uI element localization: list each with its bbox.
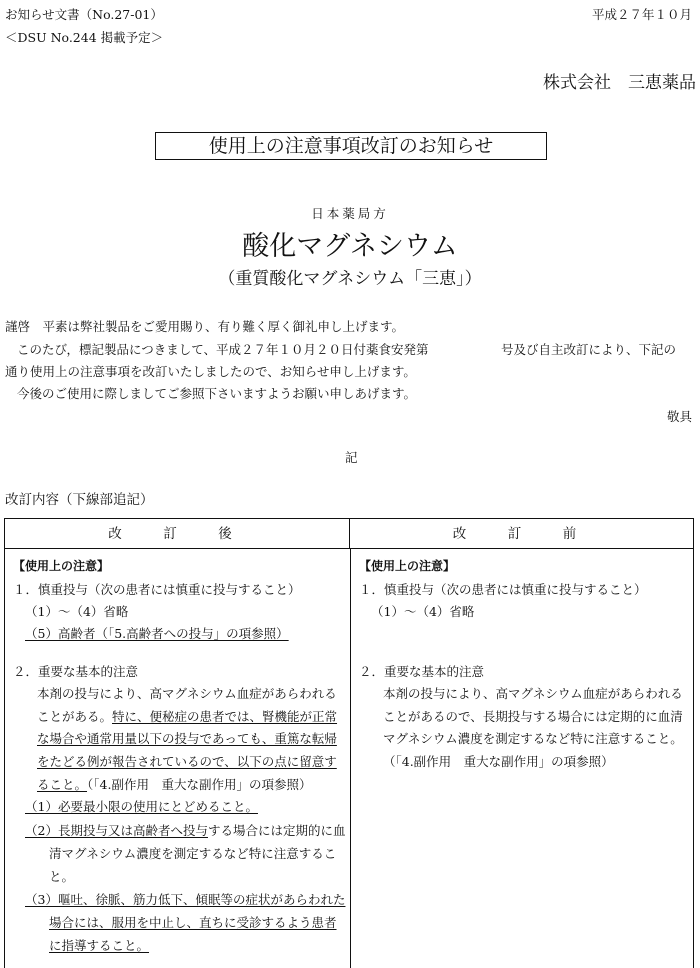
issue-date: 平成２７年１０月 <box>591 7 692 22</box>
after-sub-item-2-line-1: （2）長期投与又は高齢者へ投与する場合には定期的に血 <box>25 823 346 838</box>
ki-mark: 記 <box>345 450 358 465</box>
after-para-line-5: ること。（「4.副作用 重大な副作用」の項参照） <box>37 777 312 792</box>
after-sub-item-1: （1）必要最小限の使用にとどめること。 <box>25 799 258 814</box>
letter-line-4: 今後のご使用に際しましてご参照下さいますようお願い申しあげます。 <box>17 386 417 401</box>
after-sub-item-2-line-3: と。 <box>49 869 75 884</box>
after-sub-item-3-line-2: 場合には、服用を中止し、直ちに受診するよう患者 <box>49 915 337 930</box>
notice-number: お知らせ文書（No.27-01） <box>5 7 163 22</box>
letter-line-1: 謹啓 平素は弊社製品をご愛用賜り、有り難く厚く御礼申し上げます。 <box>5 319 405 334</box>
after-item-2: ２．重要な基本的注意 <box>13 664 139 679</box>
before-para-line-2: ことがあるので、長期投与する場合には定期的に血清 <box>383 709 683 724</box>
product-name: 酸化マグネシウム <box>242 231 458 262</box>
column-divider <box>350 549 351 968</box>
before-section-title: 【使用上の注意】 <box>359 559 456 573</box>
before-para-line-1: 本剤の投与により、高マグネシウム血症があらわれる <box>383 686 683 701</box>
before-item-1: １．慎重投与（次の患者には慎重に投与すること） <box>359 582 647 597</box>
after-item-1-sub-1: （1）～（4）省略 <box>25 604 129 619</box>
before-para-line-4: （「4.副作用 重大な副作用」の項参照） <box>383 754 614 769</box>
after-para-line-4: をたどる例が報告されているので、以下の点に留意す <box>37 754 337 769</box>
after-revision-header: 改 訂 後 <box>5 519 350 549</box>
before-item-2: ２．重要な基本的注意 <box>359 664 485 679</box>
after-sub-item-2-line-2: 清マグネシウム濃度を測定するなど特に注意するこ <box>49 846 337 861</box>
after-sub-item-3-line-3: に指導すること。 <box>49 938 150 953</box>
after-para-line-1: 本剤の投与により、高マグネシウム血症があらわれる <box>37 686 337 701</box>
dsu-number: ＜DSU No.244 掲載予定＞ <box>5 30 164 45</box>
document-title: 使用上の注意事項改訂のお知らせ <box>155 132 547 160</box>
letter-line-2b: 号及び自主改訂により、下記の <box>501 342 677 357</box>
after-section-title: 【使用上の注意】 <box>13 559 110 573</box>
letter-line-2a: このたび，標記製品につきまして、平成２７年１０月２０日付薬食安発第 <box>17 342 429 357</box>
before-revision-header: 改 訂 前 <box>350 519 693 549</box>
after-para-line-3: な場合や通常用量以下の投与であっても、重篤な転帰 <box>37 731 337 746</box>
after-item-1-sub-5: （5）高齢者（「5.高齢者への投与」の項参照） <box>25 626 289 641</box>
revision-heading: 改訂内容（下線部追記） <box>5 492 154 508</box>
after-para-line-2: ことがある。特に、便秘症の患者では、腎機能が正常 <box>37 709 338 724</box>
before-item-1-sub-1: （1）～（4）省略 <box>371 604 475 619</box>
revision-table <box>4 518 694 968</box>
company-name: 株式会社 三恵薬品 <box>543 73 696 93</box>
letter-line-3: 通り使用上の注意事項を改訂いたしましたので、お知らせ申し上げます。 <box>5 364 416 379</box>
letter-closing: 敬具 <box>666 409 692 424</box>
product-subtitle: （重質酸化マグネシウム「三恵」） <box>218 269 482 289</box>
after-item-1: １．慎重投与（次の患者には慎重に投与すること） <box>13 582 301 597</box>
after-sub-item-3-line-1: （3）嘔吐、徐脈、筋力低下、傾眠等の症状があらわれた <box>25 892 346 907</box>
pharmacopoeia-label: 日本薬局方 <box>311 206 389 221</box>
before-para-line-3: マグネシウム濃度を測定するなど特に注意すること。 <box>383 731 683 746</box>
